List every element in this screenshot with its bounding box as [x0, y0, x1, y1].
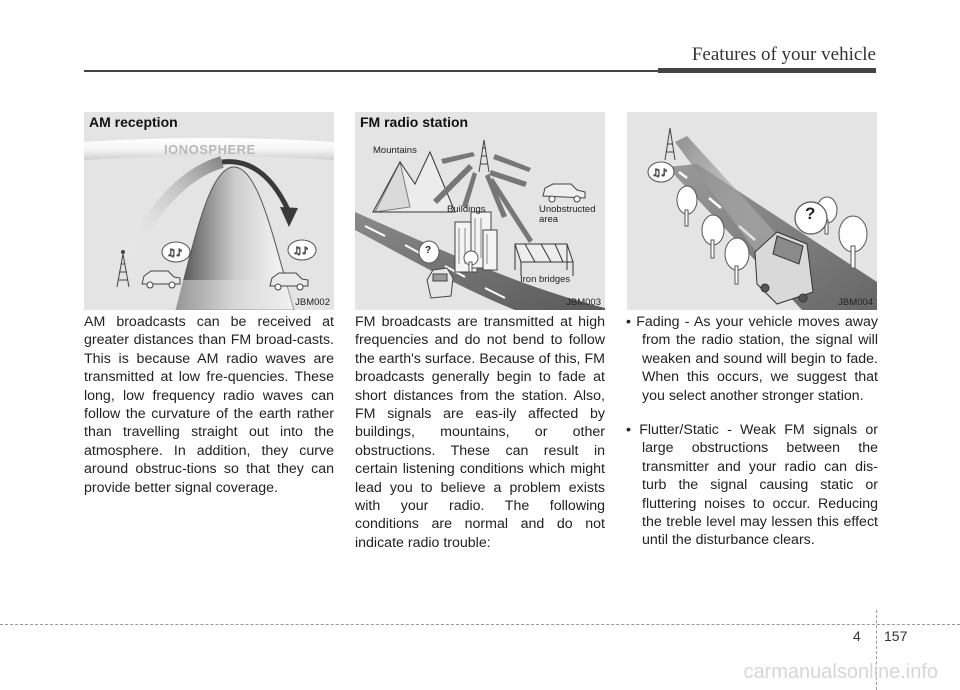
am-figure-code: JBM002: [295, 297, 330, 308]
fading-figure: [627, 112, 877, 310]
section-title: Features of your vehicle: [691, 44, 876, 65]
footer-rule: [0, 624, 960, 625]
radio-bubble-left: [162, 242, 190, 262]
radio-bubble-fading: [648, 162, 674, 182]
am-paragraph: AM broadcasts can be received at greater distances than FM broad-casts. This is because AM radio waves are transmitted at low fre-quencies. These long, low frequency radio waves can follow the curvature of the earth rather than travelling straight out into the atmosphere. In addition, they curve around obstruc-tions so that they can provide better signal coverage.: [84, 314, 334, 496]
mountains-label: Mountains: [373, 145, 417, 156]
area-label: area: [539, 214, 559, 225]
header-rule-accent: [658, 68, 876, 73]
list-item-fading: • Fading - As your vehicle moves away from the radio station, the signal will weaken and sound will begin to fade. When this occurs, we suggest that you select another stronger station.: [626, 314, 878, 404]
fading-illustration: [627, 112, 877, 310]
fm-paragraph: FM broadcasts are transmitted at high frequencies and do not bend to follow the earth's surface. Because of this, FM broadcasts generally begin to fade at short distances from the station. Also, FM signals are eas-ily affected by buildings, mountains, or other obstructions. These can result in certain listening conditions which might lead you to believe a problem exists with your radio. The following conditions are normal and do not indicate radio trouble:: [355, 314, 605, 551]
fm-car: [427, 268, 453, 298]
flutter-text: Flutter/Static - Weak FM signals or large obstructions between the transmitter and your radio can dis-turb the signal causing static or fluttering noises to occur. Reducing the treble level may lessen this effect until the disturbance clears.: [639, 422, 878, 549]
svg-text:♫♪: ♫♪: [167, 248, 183, 259]
fm-radio-figure: [355, 112, 605, 310]
chapter-number: 4: [853, 628, 861, 644]
buildings-label: Buildings: [447, 204, 486, 215]
fm-figure-title: FM radio station: [360, 114, 469, 130]
unobstructed-label: Unobstructed: [539, 204, 596, 215]
am-reception-figure: [84, 112, 334, 310]
watermark: carmanualsonline.info: [743, 661, 938, 683]
unobstructed-car: [543, 184, 585, 202]
iron-bridges-label: Iron bridges: [520, 274, 571, 285]
page-number: 157: [884, 628, 908, 644]
fading-figure-code: JBM004: [838, 297, 873, 308]
conditions-list: [626, 313, 878, 566]
list-item-flutter: • Flutter/Static - Weak FM signals or large obstructions between the transmitter and your radio can dis-turb the signal causing static or fluttering noises to occur. Reducing the treble level may lessen this effect until the disturbance clears.: [626, 422, 878, 549]
radio-bubble-right: [288, 240, 316, 260]
question-mark: ?: [425, 245, 432, 256]
am-figure-title: AM reception: [89, 114, 178, 130]
fm-figure-code: JBM003: [566, 297, 601, 308]
fm-transmitter-tower: [479, 140, 489, 172]
ionosphere-label: IONOSPHERE: [164, 142, 256, 157]
fading-text: Fading - As your vehicle moves away from the radio station, the signal will weaken and sound will begin to fade. When this occurs, we suggest that you select another stronger station.: [636, 314, 878, 404]
svg-text:♫♪: ♫♪: [293, 246, 309, 257]
iron-bridge: [515, 244, 573, 276]
svg-text:♫♪: ♫♪: [652, 168, 668, 179]
fading-question-mark: ?: [805, 204, 816, 223]
fading-tower: [665, 128, 675, 160]
